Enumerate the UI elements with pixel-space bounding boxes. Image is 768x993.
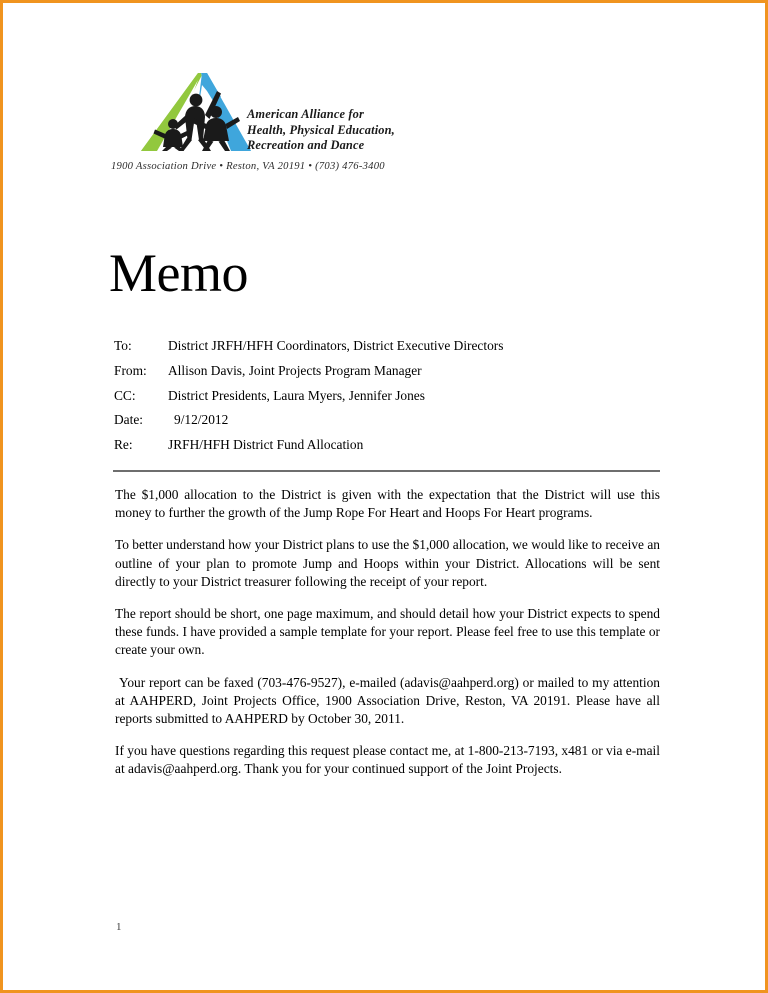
memo-field-to [114, 334, 662, 359]
memo-field-from [114, 359, 662, 384]
org-name-line-1: American Alliance for [247, 107, 364, 121]
memo-field-to-value: District JRFH/HFH Coordinators, District Executive Directors [168, 338, 504, 353]
page-title: Memo [109, 243, 248, 303]
body-paragraph-5: If you have questions regarding this request please contact me, at 1-800-213-7193, x481 or via e-mail at adavis@aahperd.org. Thank you for your continued support of the Joint Projects. [115, 743, 660, 777]
memo-field-to-label: To: [114, 338, 132, 353]
body-paragraph-1: The $1,000 allocation to the District is given with the expectation that the District will use this money to further the growth of the Jump Rope For Heart and Hoops For Heart programs. [115, 487, 660, 521]
memo-field-cc-value: District Presidents, Laura Myers, Jennifer Jones [168, 387, 425, 403]
memo-field-date [114, 408, 662, 433]
memo-field-from-label: From: [114, 362, 147, 378]
memo-field-re-value: JRFH/HFH District Fund Allocation [168, 437, 364, 453]
memo-field-date-value: 9/12/2012 [174, 412, 229, 428]
memo-field-cc-label: CC: [114, 387, 136, 403]
memo-field-date-label: Date: [114, 412, 143, 428]
body-paragraph-2: To better understand how your District plans to use the $1,000 allocation, we would like to receive an outline of your plan to promote Jump and Hoops within your District. Allocations will be sent directly to your District treasurer following the receipt of your report. [115, 537, 660, 589]
memo-field-from-value: Allison Davis, Joint Projects Program Manager [168, 362, 422, 378]
organization-address: 1900 Association Drive • Reston, VA 20191 • (703) 476-3400 [111, 161, 385, 172]
organization-name [247, 107, 395, 154]
page-number: 1 [116, 921, 122, 933]
memo-body [115, 486, 660, 793]
memo-field-cc [114, 384, 662, 409]
page-sheet [3, 3, 765, 990]
body-paragraph-4: Your report can be faxed (703-476-9527), e-mailed (adavis@aahperd.org) or mailed to my attention at AAHPERD, Joint Projects Office, 1900 Association Drive, Reston, VA 20191. Please have all reports submitted to AAHPERD by October 30, 2011. [115, 674, 660, 727]
org-name-line-3: Recreation and Dance [247, 138, 365, 152]
memo-header-fields [114, 334, 662, 458]
org-name-line-2: Health, Physical Education, [247, 122, 395, 137]
memo-field-re-label: Re: [114, 437, 133, 453]
header-body-divider [113, 470, 660, 472]
body-paragraph-3: The report should be short, one page maximum, and should detail how your District expects to spend these funds. I have provided a sample template for your report. Please feel free to use this template or create your own. [115, 606, 660, 658]
letterhead [111, 69, 671, 189]
memo-field-re [114, 433, 662, 458]
